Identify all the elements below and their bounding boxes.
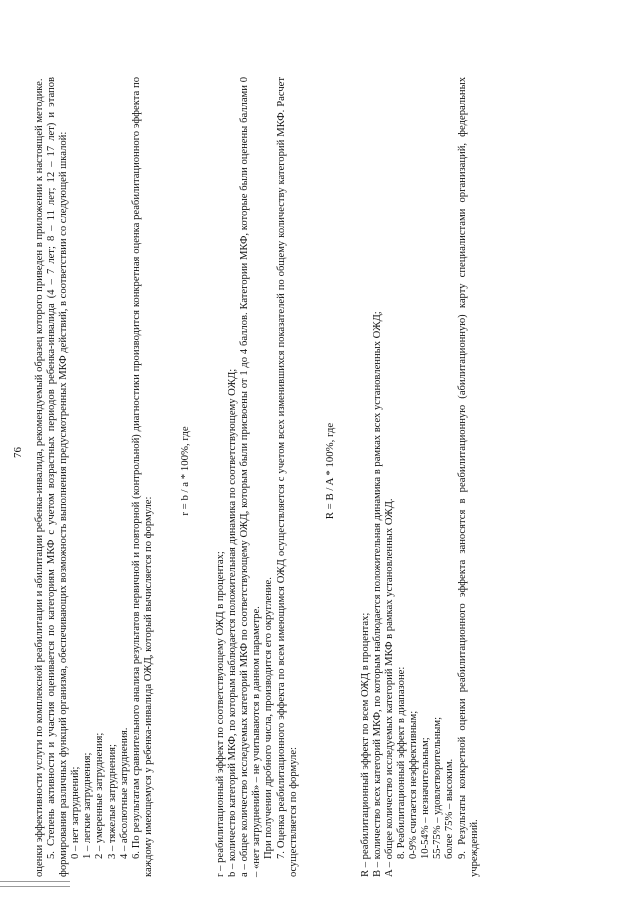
formula-r: r = b / a * 100%, где [178, 426, 191, 516]
range-item-1: 10-54% – незначительным; [420, 737, 432, 859]
paragraph-intro: оценки эффективности услуги по комплексной реабилитации и абилитации ребенка-инвалида, рекомендуемый образец которого приведен в приложении к настоящей методике. [34, 78, 45, 877]
paragraph-7: 7. Оценка реабилитационного эффекта по всем имеющимся ОЖД осуществляется с учетом всех изменившихся показателей по общему количеству категорий МКФ. Расчет осуществляется по формуле: [275, 77, 299, 877]
paragraph-5: 5. Степень активности и участия оценивается по категориям МКФ с учетом возрастных периодов ребенка-инвалида (4 – 7 лет; 8 – 11 лет; 12 – 17 лет) и этапов формирования различных функций организма, обеспечивающих возможность выполнения предусмотренных МКФ действий, в соответствии со следующей шкалой: [46, 77, 70, 877]
paragraph-9: 9. Результаты конкретной оценки реабилитационного эффекта заносятся в реабилитационную (абилитационную) карту специалистами организаций, федеральных учреждений. [456, 77, 480, 877]
scale-item-1: 1 – легкие затруднения; [82, 752, 94, 859]
scan-edge-stripe [0, 881, 70, 887]
formula-r-definitions [215, 77, 275, 877]
scale-item-4: 4 – абсолютные затруднения. [118, 727, 130, 859]
page-number: 76 [12, 447, 24, 458]
definition-B: B – количество всех категорий МКФ, по которым наблюдается положительная динамика в рамках всех установленных ОЖД; [371, 311, 383, 877]
definition-b: b – количество категорий МКФ, по которым наблюдается положительная динамика по соответствующему ОЖД; [227, 368, 239, 877]
scale-item-0: 0 – нет затруднений; [70, 766, 82, 859]
scale-item-2: 2 – умеренные затруднения; [94, 732, 106, 859]
activity-scale-list [70, 77, 130, 877]
range-item-2: 55-75% – удовлетворительным; [432, 716, 444, 859]
definition-A: A – общее количество исследуемых категорий МКФ в рамках установленных ОЖД. [383, 498, 395, 877]
paragraph-6: 6. По результатам сравнительного анализа результатов первичной и повторной (контрольной) диагностики производится конкретная оценка реабилитационного эффекта по каждому имеющемуся у ребенка-инвалида ОЖД, который вычисляется по формуле: [130, 77, 154, 877]
range-item-0: 0-9% считается неэффективным; [408, 710, 420, 859]
scale-item-3: 3 – тяжелые затруднения; [106, 744, 118, 859]
formula-R: R = B / A * 100%, где [323, 422, 336, 520]
effect-ranges-list [408, 77, 456, 877]
formula-R-definitions [360, 77, 396, 877]
range-item-3: более 75% – высоким. [444, 758, 456, 859]
definition-r: r – реабилитационный эффект по соответствующему ОЖД в процентах; [215, 551, 227, 877]
rounding-note: При получении дробного числа, производится его округление. [263, 577, 275, 859]
definition-R: R – реабилитационный эффект по всем ОЖД в процентах; [359, 612, 371, 877]
paragraph-8-title: 8. Реабилитационный эффект в диапазоне: [396, 666, 408, 859]
document-body [34, 77, 481, 877]
definition-a: a – общее количество исследуемых категорий МКФ по соответствующему ОЖД, которым были присвоены от 1 до 4 баллов. Категории МКФ, которые были оценены баллами 0 – «нет затруднений» – не учитываются в данном параметре. [239, 77, 263, 877]
